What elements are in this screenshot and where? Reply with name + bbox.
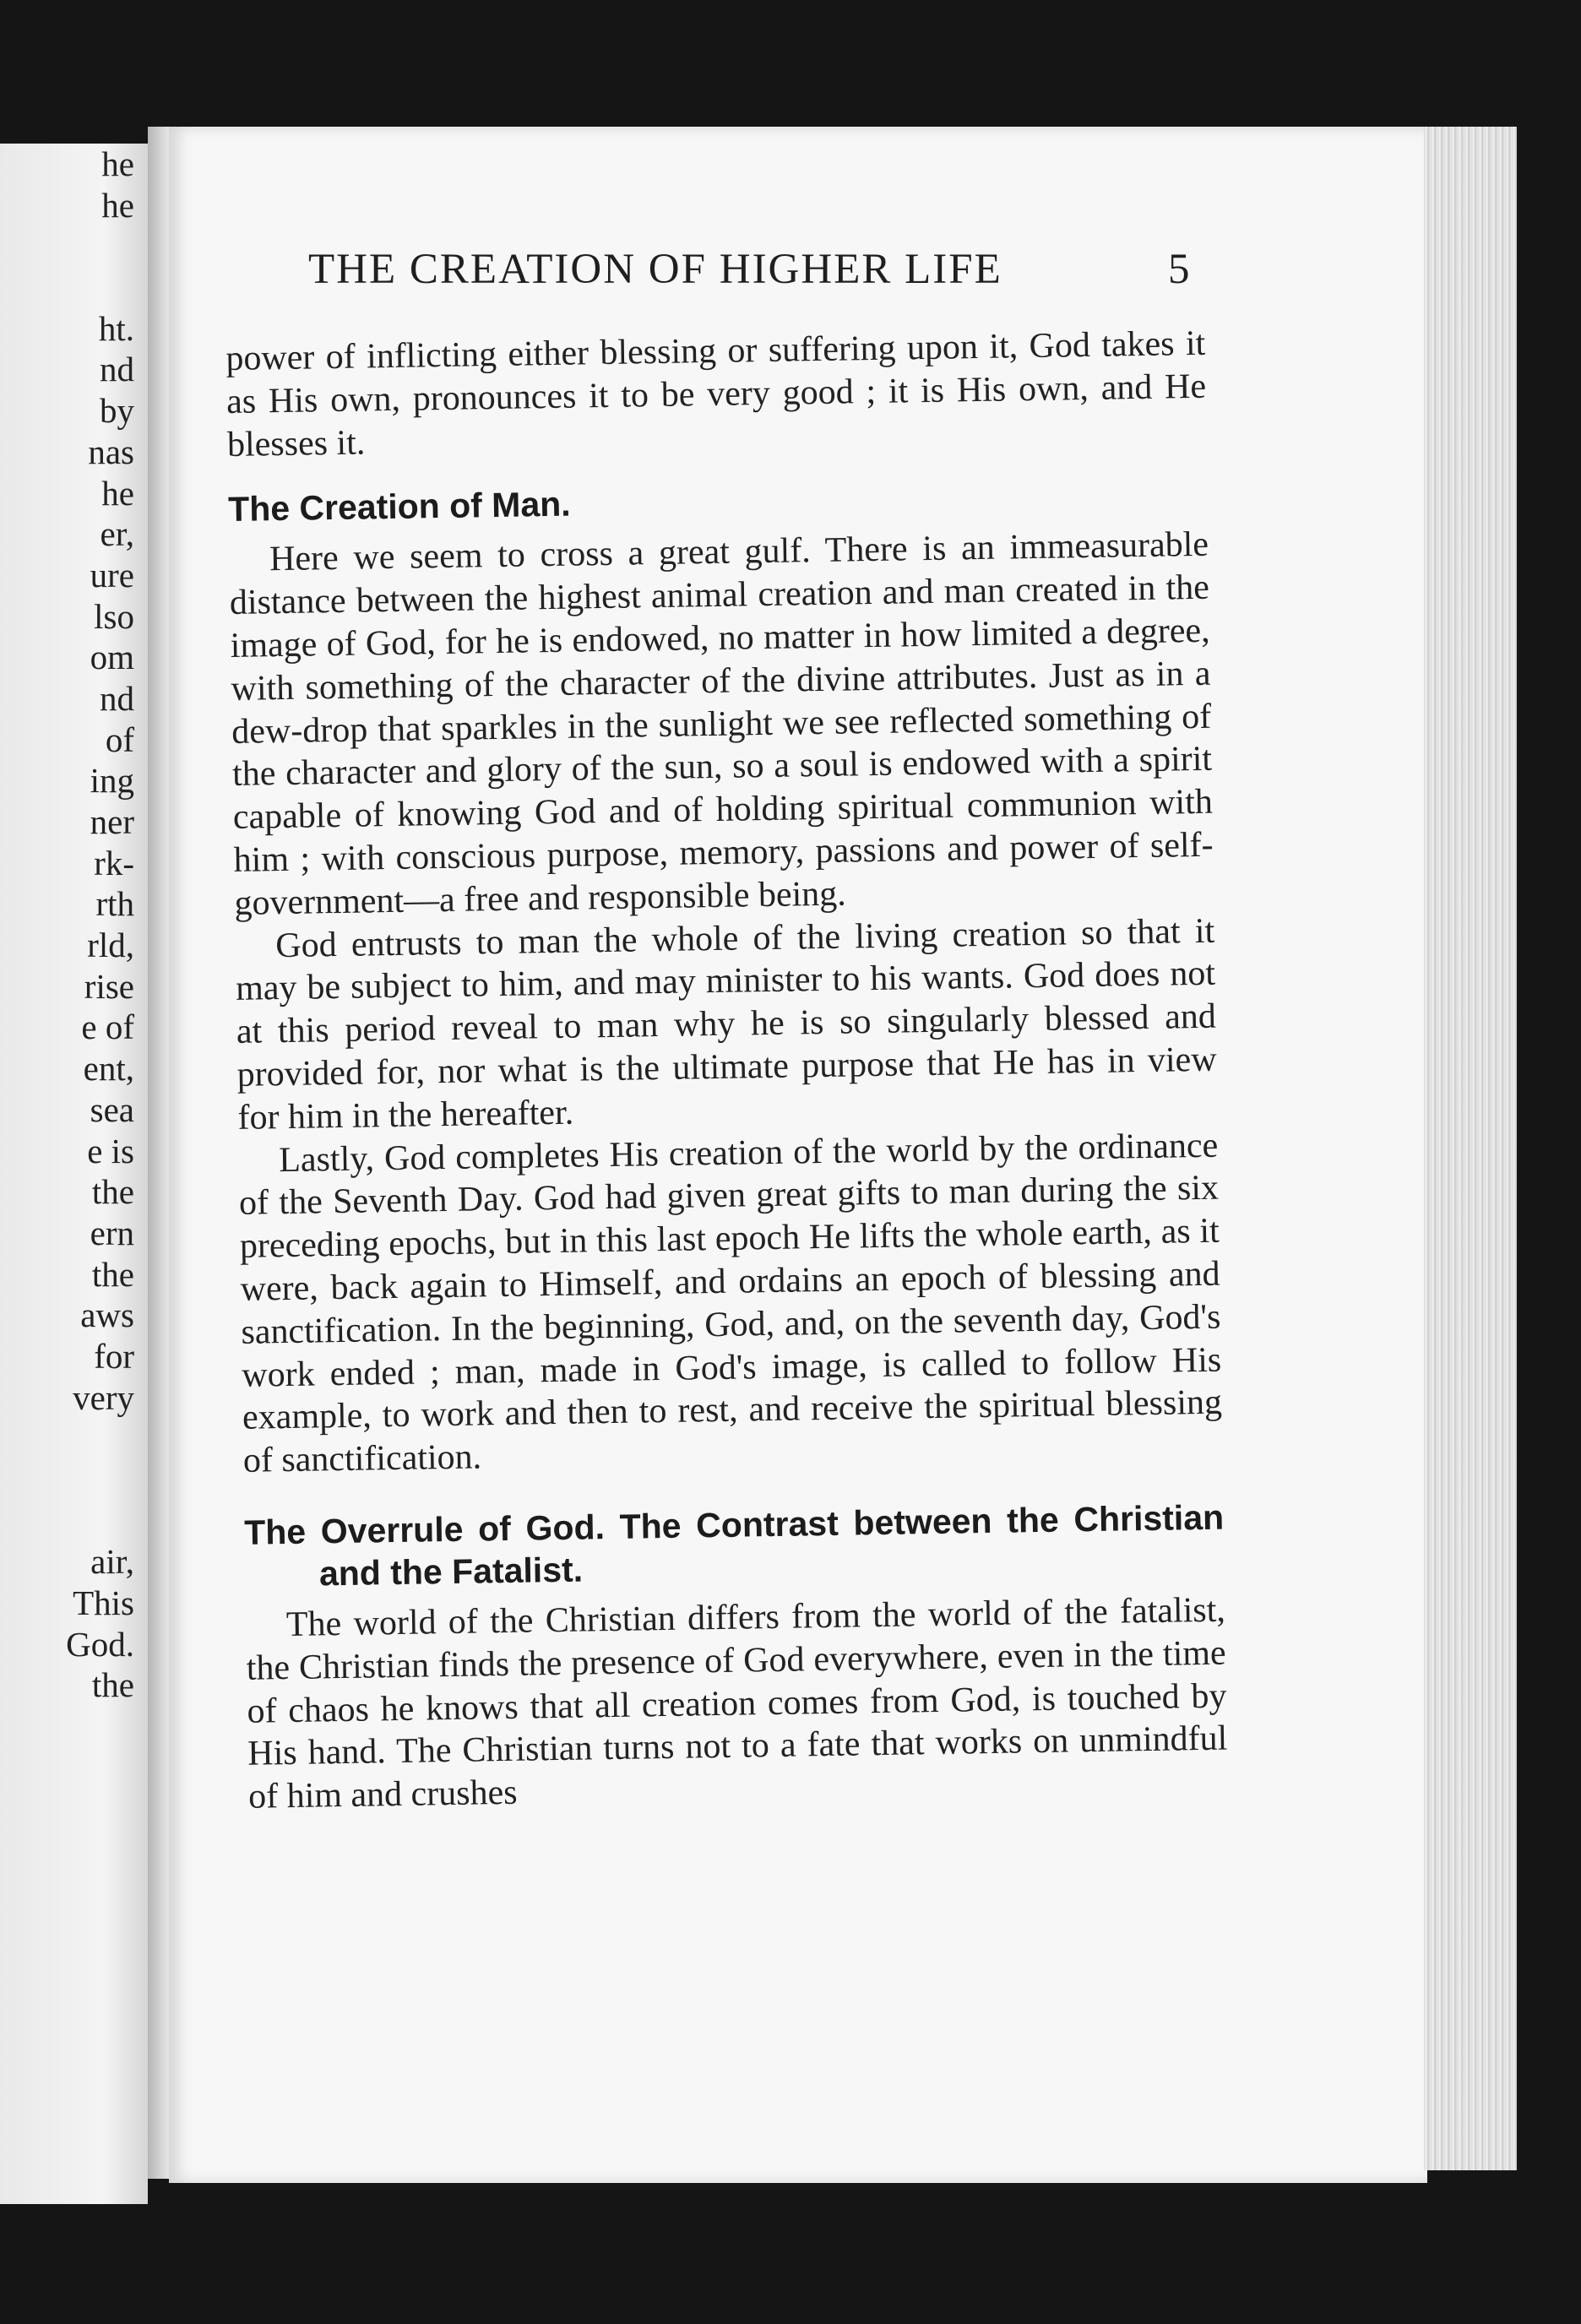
- left-page-fragment: ht.: [98, 308, 134, 348]
- left-page-fragment: ern: [90, 1213, 134, 1252]
- left-page-fragment: [0, 1459, 134, 1501]
- left-page-fragment: by: [100, 391, 134, 431]
- left-page-fragment: om: [90, 638, 134, 677]
- left-page-fragment: ent,: [83, 1049, 134, 1089]
- left-page-text-fragments: [0, 144, 134, 1706]
- left-page-fragment: nd: [100, 678, 134, 718]
- left-page-fragment: he: [101, 473, 134, 513]
- section-heading-creation-of-man: The Creation of Man.: [227, 484, 571, 529]
- left-page-fragment: rld,: [87, 926, 134, 965]
- left-page-fragment: [0, 225, 134, 267]
- page-edges: [1424, 127, 1517, 2170]
- page-number: 5: [1168, 246, 1190, 293]
- left-page-fragment: ure: [90, 555, 134, 595]
- left-page-fragment: God.: [66, 1624, 134, 1664]
- paragraph: The world of the Christian differs from the world of the fatalist, the Christian finds the presence of God everywhere, even in the time of chaos he knows that all creation comes from God, is touched by His hand. The Christian turns not to a fate that works on unmindful of him and crushes: [246, 1590, 1228, 1816]
- left-page-fragment: ner: [90, 802, 134, 841]
- left-page-fragment: of: [105, 719, 134, 759]
- left-page-fragment: he: [101, 185, 134, 225]
- paragraph: Here we seem to cross a great gulf. There is an immeasurable distance between the highest animal creation and man created in the image of God, for he is endowed, no matter in how limited a degree, with something of the character of the divine attributes. Just as in a dew-drop that sparkles in the sunlight we see reflected something of the character and glory of the sun, so a soul is endowed with a spirit capable of knowing God and of holding spiritual communion with him ; with conscious purpose, memory, passions and power of self-government—a free and responsible being.: [229, 525, 1214, 923]
- left-page-fragment: nas: [88, 432, 134, 471]
- left-page-fragment: [0, 1501, 134, 1542]
- left-page-fragment: he: [101, 144, 134, 183]
- left-page-fragment: the: [91, 1254, 134, 1294]
- left-page-fragment: ing: [90, 761, 134, 801]
- left-page-fragment: rth: [95, 884, 134, 924]
- left-page-fragment: This: [73, 1583, 134, 1623]
- section-heading-overrule-of-god: The Overrule of God. The Contrast between the Christian and the Fatalist.: [243, 1497, 1225, 1594]
- left-page-fragment: for: [94, 1336, 134, 1376]
- left-page-fragment: the: [91, 1665, 134, 1705]
- paragraph: God entrusts to man the whole of the living creation so that it may be subject to him, and may minister to his wants. God does not at this period reveal to man why he is so singularly blessed and provided for, nor what is the ultimate purpose that He has in view for him in the hereafter.: [235, 911, 1217, 1138]
- page-body: [225, 323, 1228, 1819]
- left-page-fragment: aws: [80, 1295, 134, 1335]
- left-page-fragment: lso: [94, 596, 134, 636]
- left-page-edge: [0, 144, 148, 2204]
- left-page-fragment: er,: [100, 514, 134, 554]
- left-page-fragment: the: [91, 1172, 134, 1212]
- opening-paragraph: power of inflicting either blessing or suffering upon it, God takes it as His own, pronounces it to be very good ; it is His own, and He blesses it.: [225, 323, 1207, 464]
- left-page-fragment: nd: [100, 350, 134, 389]
- paragraph: Lastly, God completes His creation of the world by the ordinance of the Seventh Day. God had given great gifts to man during the six preceding epochs, but in this last epoch He lifts the whole earth, as it were, back again to Himself, and ordains an epoch of blessing and sanctification. In the beginning, God, and, on the seventh day, God's work ended ; man, made in God's image, is called to follow His example, to work and then to rest, and receive the spiritual blessing of sanctification.: [238, 1126, 1223, 1480]
- left-page-fragment: air,: [90, 1542, 134, 1582]
- left-page-fragment: sea: [90, 1089, 134, 1129]
- running-head: THE CREATION OF HIGHER LIFE: [308, 246, 1002, 293]
- left-page-fragment: very: [73, 1377, 134, 1417]
- left-page-fragment: rise: [84, 966, 134, 1006]
- left-page-fragment: [0, 267, 134, 308]
- left-page-fragment: e is: [87, 1131, 134, 1170]
- left-page-fragment: [0, 1418, 134, 1459]
- left-page-fragment: rk-: [94, 843, 134, 882]
- left-page-fragment: e of: [81, 1007, 134, 1047]
